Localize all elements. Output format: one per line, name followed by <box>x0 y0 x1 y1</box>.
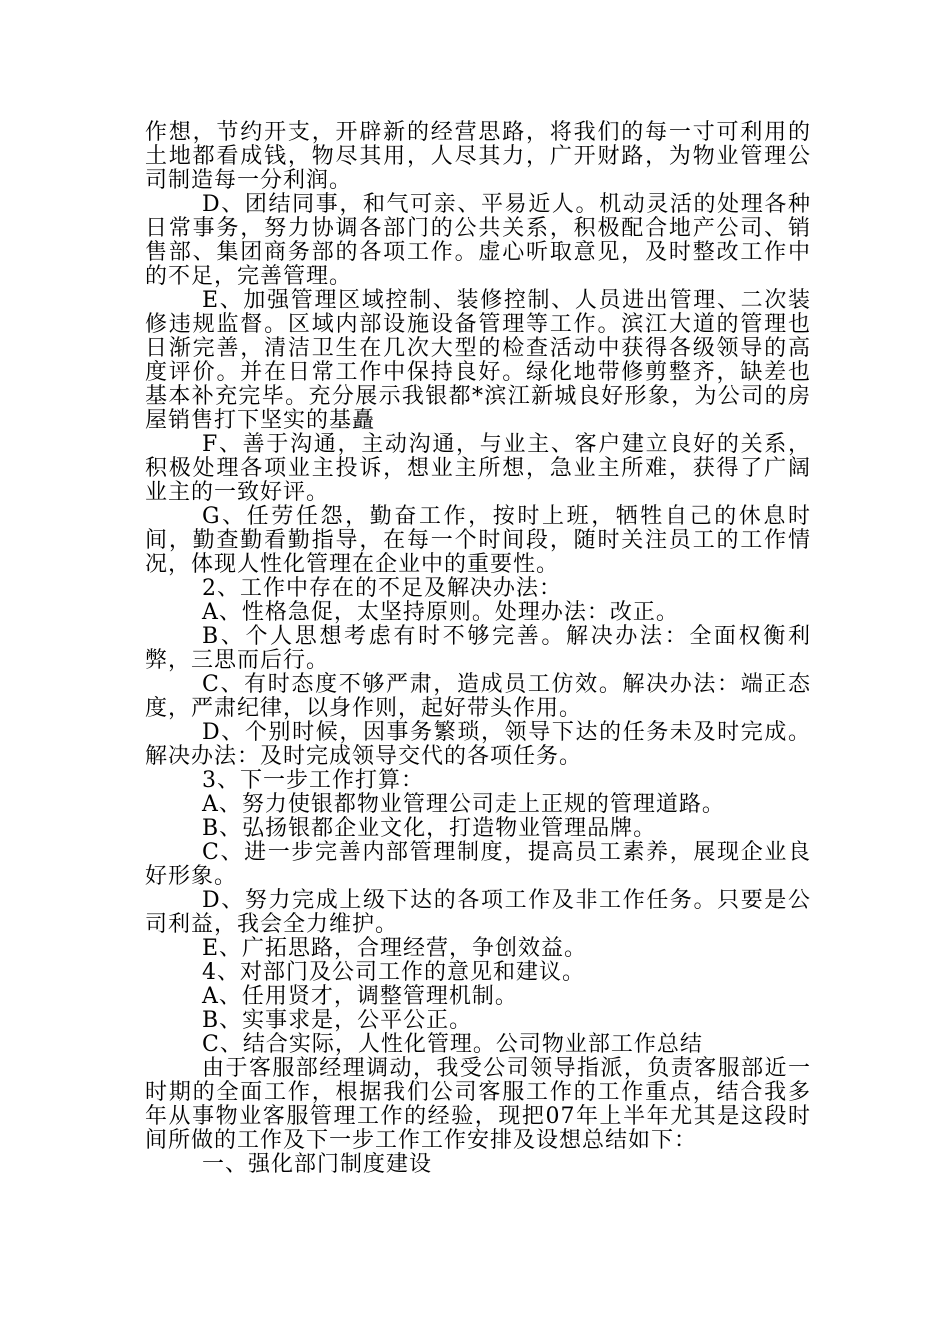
paragraph-suggestion-a: A、任用贤才，调整管理机制。 <box>202 984 518 1009</box>
paragraph-customer-service-intro: 由于客服部经理调动，我受公司领导指派，负责客服部近一时期的全面工作，根据我们公司客服工作的工作重点，结合我多年从事物业客服管理工作的经验，现把07年上半年尤其是这段时间所做的工作及下一步工作工作安排及设想总结如下： <box>145 1056 811 1153</box>
paragraph-cost-saving: 作想，节约开支，开辟新的经营思路，将我们的每一寸可利用的土地都看成钱，物尽其用，人尽其力，广开财路，为物业管理公司制造每一分利润。 <box>145 120 811 193</box>
paragraph-plan-c: C、进一步完善内部管理制度，提高员工素养，展现企业良好形象。 <box>145 840 811 889</box>
paragraph-plan-e: E、广拓思路，合理经营，争创效益。 <box>202 936 588 961</box>
paragraph-shortcoming-d: D、个别时候，因事务繁琐，领导下达的任务未及时完成。解决办法：及时完成领导交代的各项任务。 <box>145 720 811 769</box>
paragraph-d-unity: D、团结同事，和气可亲、平易近人。机动灵活的处理各种日常事务，努力协调各部门的公共关系，积极配合地产公司、销售部、集团商务部的各项工作。虚心听取意见，及时整改工作中的不足，完善管理。 <box>145 192 811 289</box>
section-heading-department-system: 一、强化部门制度建设 <box>202 1152 433 1177</box>
paragraph-plan-d: D、努力完成上级下达的各项工作及非工作任务。只要是公司利益，我会全力维护。 <box>145 888 811 937</box>
section-heading-next-plan: 3、下一步工作打算： <box>202 768 424 793</box>
paragraph-plan-a: A、努力使银都物业管理公司走上正规的管理道路。 <box>202 792 725 817</box>
paragraph-g-diligence: G、任劳任怨，勤奋工作，按时上班，牺牲自己的休息时间，勤查勤看勤指导，在每一个时间段，随时关注员工的工作情况，体现人性化管理在企业中的重要性。 <box>145 504 811 577</box>
paragraph-shortcoming-a: A、性格急促，太坚持原则。处理办法：改正。 <box>202 600 679 625</box>
paragraph-suggestion-b: B、实事求是，公平公正。 <box>202 1008 473 1033</box>
paragraph-suggestion-c: C、结合实际，人性化管理。公司物业部工作总结 <box>202 1032 703 1057</box>
paragraph-shortcoming-b: B、个人思想考虑有时不够完善。解决办法：全面权衡利弊，三思而后行。 <box>145 624 811 673</box>
paragraph-f-communication: F、善于沟通，主动沟通，与业主、客户建立良好的关系，积极处理各项业主投诉，想业主所想，急业主所难，获得了广阔业主的一致好评。 <box>145 432 811 505</box>
document-page <box>145 121 811 1177</box>
paragraph-shortcoming-c: C、有时态度不够严肃，造成员工仿效。解决办法：端正态度，严肃纪律，以身作则，起好带头作用。 <box>145 672 811 721</box>
paragraph-plan-b: B、弘扬银都企业文化，打造物业管理品牌。 <box>202 816 657 841</box>
section-heading-suggestions: 4、对部门及公司工作的意见和建议。 <box>202 960 585 985</box>
paragraph-e-area-control: E、加强管理区域控制、装修控制、人员进出管理、二次装修违规监督。区域内部设施设备管理等工作。滨江大道的管理也日渐完善，清洁卫生在几次大型的检查活动中获得各级领导的高度评价。并在日常工作中保持良好。绿化地带修剪整齐，缺差也基本补充完毕。充分展示我银都*滨江新城良好形象，为公司的房屋销售打下坚实的基矗 <box>145 288 811 433</box>
section-heading-shortcomings: 2、工作中存在的不足及解决办法： <box>202 576 562 601</box>
